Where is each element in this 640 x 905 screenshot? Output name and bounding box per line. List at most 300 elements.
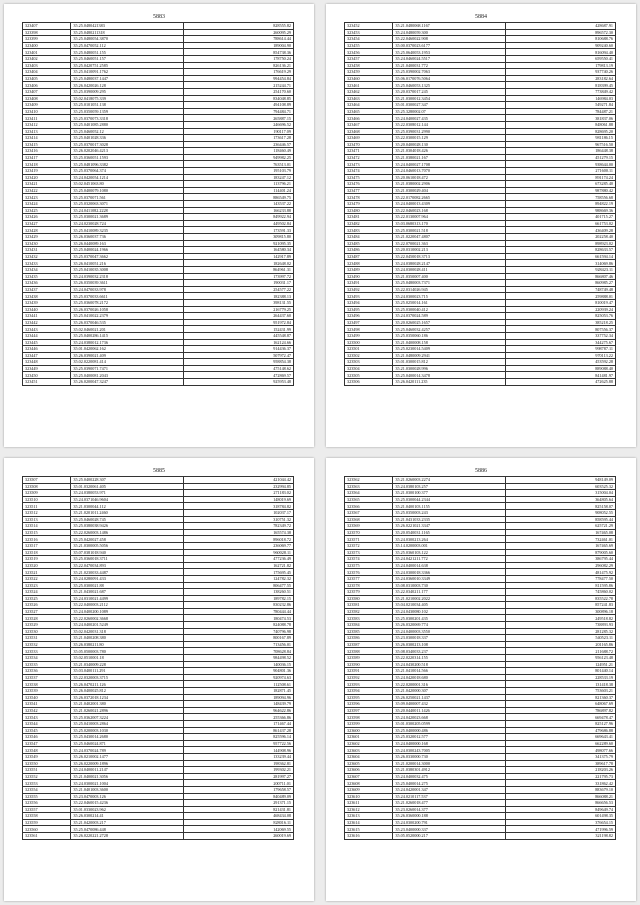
parcel-code-cell: 35.02.0220081.414 — [71, 359, 184, 366]
table-row — [23, 542, 294, 549]
table-row — [345, 372, 616, 379]
record-id-cell: 323576 — [345, 569, 393, 576]
parcel-code-cell: 35.24.0400011.2147 — [71, 767, 184, 774]
record-id-cell: 323458 — [345, 62, 393, 69]
table-row — [345, 523, 616, 530]
record-id-cell: 323412 — [23, 121, 71, 128]
parcel-code-cell: 35.06.0170076.5064 — [393, 75, 506, 82]
amount-cell: 784487.21 — [505, 108, 615, 115]
amount-cell: 849649.74 — [505, 806, 615, 813]
parcel-code-cell: 35.22.0130007.964 — [393, 214, 506, 221]
record-id-cell: 323600 — [345, 727, 393, 734]
parcel-code-cell: 35.02.0420031.318 — [71, 628, 184, 635]
amount-cell: 341375.79 — [505, 753, 615, 760]
amount-cell: 451279.15 — [505, 154, 615, 161]
record-id-cell: 323432 — [23, 253, 71, 260]
parcel-code-cell: 35.25.0460028.745 — [71, 516, 184, 523]
table-row — [23, 562, 294, 569]
table-row — [345, 332, 616, 339]
table-row — [23, 115, 294, 122]
page-number: 5883 — [153, 14, 165, 20]
parcel-code-cell: 35.24.0380028.2147 — [393, 260, 506, 267]
record-id-cell: 323416 — [23, 148, 71, 155]
table-row — [23, 247, 294, 254]
table-row — [345, 813, 616, 820]
parcel-code-cell: 35.24.0400200.1089 — [71, 608, 184, 615]
table-row — [345, 115, 616, 122]
parcel-code-cell: 35.25.0410035.3008 — [71, 266, 184, 273]
amount-cell: 740796.98 — [183, 628, 293, 635]
table-row — [345, 379, 616, 386]
amount-cell: 264437.60 — [183, 313, 293, 320]
amount-cell: 951972.84 — [183, 319, 293, 326]
record-id-cell: 323553 — [23, 780, 71, 787]
table-row — [23, 102, 294, 109]
table-row — [345, 227, 616, 234]
record-id-cell: 323526 — [23, 602, 71, 609]
parcel-code-cell: 35.22.0170082.2665 — [393, 194, 506, 201]
parcel-code-cell: 35.21.0402001.380 — [71, 701, 184, 708]
parcel-code-cell: 35.01.0420062.162 — [71, 346, 184, 353]
parcel-code-cell: 35.21.0400208.380 — [71, 635, 184, 642]
table-row — [23, 641, 294, 648]
record-id-cell: 323398 — [23, 29, 71, 36]
record-id-cell: 323459 — [345, 69, 393, 76]
record-id-cell: 323487 — [345, 253, 393, 260]
amount-cell: 601498.35 — [505, 813, 615, 820]
amount-cell: 866807.46 — [505, 273, 615, 280]
amount-cell: 142917.89 — [183, 253, 293, 260]
table-row — [23, 615, 294, 622]
table-row — [345, 595, 616, 602]
record-id-cell: 323473 — [345, 161, 393, 168]
amount-cell: 970113.22 — [505, 352, 615, 359]
record-id-cell: 323609 — [345, 786, 393, 793]
table-row — [345, 727, 616, 734]
table-row — [345, 496, 616, 503]
table-row — [23, 661, 294, 668]
parcel-code-cell: 35.26.0320069.774 — [393, 622, 506, 629]
record-id-cell: 323512 — [23, 509, 71, 516]
table-row — [23, 523, 294, 530]
table-row — [345, 575, 616, 582]
record-id-cell: 323597 — [345, 707, 393, 714]
amount-cell: 428687.91 — [505, 23, 615, 30]
data-table — [344, 22, 616, 386]
amount-cell: 794484.71 — [183, 108, 293, 115]
record-id-cell: 323444 — [23, 332, 71, 339]
table-row — [345, 701, 616, 708]
amount-cell: 866656.53 — [505, 800, 615, 807]
table-row — [23, 154, 294, 161]
parcel-code-cell: 35.25.0360103.122 — [393, 549, 506, 556]
record-id-cell: 323523 — [23, 582, 71, 589]
parcel-code-cell: 35.24.0370024.789 — [71, 747, 184, 754]
record-id-cell: 323421 — [23, 181, 71, 188]
amount-cell: 661753.02 — [505, 220, 615, 227]
parcel-code-cell: 35.09.0400007.432 — [393, 701, 506, 708]
record-id-cell: 323532 — [23, 641, 71, 648]
record-id-cell: 323478 — [345, 194, 393, 201]
document-page — [4, 4, 314, 447]
amount-cell: 173617.28 — [183, 135, 293, 142]
parcel-code-cell: 35.25.0390009.295 — [71, 88, 184, 95]
page-number: 5885 — [153, 468, 165, 474]
amount-cell: 669478.47 — [505, 714, 615, 721]
table-row — [23, 339, 294, 346]
amount-cell: 167465.08 — [505, 529, 615, 536]
data-table — [344, 476, 616, 840]
table-row — [345, 346, 616, 353]
record-id-cell: 323402 — [23, 55, 71, 62]
amount-cell: 811595.86 — [505, 582, 615, 589]
record-id-cell: 323539 — [23, 688, 71, 695]
record-id-cell: 323517 — [23, 542, 71, 549]
table-row — [345, 681, 616, 688]
record-id-cell: 323492 — [345, 286, 393, 293]
record-id-cell: 323540 — [23, 694, 71, 701]
amount-cell: 738893.93 — [505, 622, 615, 629]
amount-cell: 113796.21 — [183, 181, 293, 188]
parcel-code-cell: 35.25.0350060.186 — [393, 332, 506, 339]
amount-cell: 806477.55 — [183, 582, 293, 589]
table-row — [23, 509, 294, 516]
table-row — [345, 273, 616, 280]
record-id-cell: 323449 — [23, 365, 71, 372]
amount-cell: 171467.44 — [183, 720, 293, 727]
amount-cell: 889088.40 — [505, 365, 615, 372]
record-id-cell: 323465 — [345, 108, 393, 115]
parcel-code-cell: 35.24.0371046.9604 — [71, 496, 184, 503]
amount-cell: 148439.79 — [183, 701, 293, 708]
table-row — [23, 529, 294, 536]
parcel-code-cell: 35.21.0300029.404 — [393, 187, 506, 194]
parcel-code-cell: 35.22.0700021.363 — [393, 240, 506, 247]
parcel-code-cell: 35.25.0401085.2880 — [71, 121, 184, 128]
record-id-cell: 323591 — [345, 668, 393, 675]
record-id-cell: 323403 — [23, 62, 71, 69]
record-id-cell: 323499 — [345, 332, 393, 339]
record-id-cell: 323535 — [23, 661, 71, 668]
table-row — [23, 82, 294, 89]
amount-cell: 821360.37 — [505, 694, 615, 701]
amount-cell: 938644.00 — [505, 161, 615, 168]
table-row — [23, 88, 294, 95]
table-row — [23, 326, 294, 333]
record-id-cell: 323544 — [23, 720, 71, 727]
parcel-code-cell: 35.24.0400000.168 — [393, 740, 506, 747]
parcel-code-cell: 35.25.0390002.7063 — [393, 69, 506, 76]
amount-cell: 291371.15 — [183, 800, 293, 807]
parcel-code-cell: 35.21.0260018.477 — [393, 800, 506, 807]
table-row — [23, 280, 294, 287]
record-id-cell: 323467 — [345, 121, 393, 128]
table-row — [345, 556, 616, 563]
record-id-cell: 323515 — [23, 529, 71, 536]
table-row — [23, 365, 294, 372]
table-row — [345, 201, 616, 208]
amount-cell: 896018.72 — [183, 536, 293, 543]
amount-cell: 778477.50 — [505, 575, 615, 582]
table-row — [345, 128, 616, 135]
record-id-cell: 323429 — [23, 234, 71, 241]
parcel-code-cell: 35.22.0340211.177 — [393, 589, 506, 596]
table-row — [345, 69, 616, 76]
table-row — [345, 826, 616, 833]
parcel-code-cell: 35.22.0400003.2112 — [71, 602, 184, 609]
parcel-code-cell: 35.25.0390071.7471 — [71, 365, 184, 372]
amount-cell: 216779.25 — [183, 306, 293, 313]
amount-cell: 112508.61 — [183, 681, 293, 688]
record-id-cell: 323604 — [345, 753, 393, 760]
record-id-cell: 323506 — [345, 379, 393, 386]
amount-cell: 603525.32 — [505, 483, 615, 490]
record-id-cell: 323476 — [345, 181, 393, 188]
record-id-cell: 323503 — [345, 359, 393, 366]
parcel-code-cell: 35.25.0480054.3870 — [71, 36, 184, 43]
amount-cell: 967516.50 — [505, 141, 615, 148]
record-id-cell: 323438 — [23, 293, 71, 300]
record-id-cell: 323493 — [345, 293, 393, 300]
amount-cell: 891174.24 — [505, 174, 615, 181]
amount-cell: 475148.62 — [183, 365, 293, 372]
record-id-cell: 323542 — [23, 707, 71, 714]
record-id-cell: 323587 — [345, 641, 393, 648]
table-row — [345, 562, 616, 569]
amount-cell: 165574.38 — [183, 529, 293, 536]
record-id-cell: 323454 — [345, 36, 393, 43]
table-row — [23, 359, 294, 366]
record-id-cell: 323464 — [345, 102, 393, 109]
parcel-code-cell: 35.24.0280091.433 — [71, 575, 184, 582]
parcel-code-cell: 35.01.0300205.0599 — [393, 720, 506, 727]
parcel-code-cell: 35.25.0300021.88 — [71, 582, 184, 589]
amount-cell: 800167.89 — [183, 635, 293, 642]
amount-cell: 140036.15 — [183, 661, 293, 668]
table-row — [23, 220, 294, 227]
table-row — [23, 253, 294, 260]
parcel-code-cell: 35.24.0400201.5249 — [71, 622, 184, 629]
record-id-cell: 323564 — [345, 490, 393, 497]
amount-cell: 315004.04 — [505, 490, 615, 497]
record-id-cell: 323425 — [23, 207, 71, 214]
table-row — [345, 589, 616, 596]
amount-cell: 920974.63 — [183, 674, 293, 681]
amount-cell: 825053.76 — [505, 313, 615, 320]
parcel-code-cell: 35.24.0400013.4309 — [393, 201, 506, 208]
table-row — [345, 773, 616, 780]
amount-cell: 318784.82 — [183, 503, 293, 510]
amount-cell: 118460.49 — [183, 148, 293, 155]
table-row — [345, 313, 616, 320]
record-id-cell: 323521 — [23, 569, 71, 576]
table-row — [23, 332, 294, 339]
parcel-code-cell: 35.26.0220221.2728 — [71, 833, 184, 840]
table-row — [345, 359, 616, 366]
table-row — [23, 168, 294, 175]
amount-cell: 879005.60 — [505, 549, 615, 556]
table-row — [23, 319, 294, 326]
table-row — [23, 181, 294, 188]
record-id-cell: 323563 — [345, 483, 393, 490]
parcel-code-cell: 35.25.0370047.3662 — [71, 253, 184, 260]
table-row — [23, 23, 294, 30]
amount-cell: 421044.42 — [183, 477, 293, 484]
amount-cell: 860985.27 — [505, 280, 615, 287]
record-id-cell: 323570 — [345, 529, 393, 536]
record-id-cell: 323559 — [23, 819, 71, 826]
amount-cell: 164580.34 — [183, 247, 293, 254]
amount-cell: 984498.52 — [183, 655, 293, 662]
amount-cell: 436409.28 — [505, 227, 615, 234]
table-row — [23, 42, 294, 49]
record-id-cell: 323498 — [345, 326, 393, 333]
record-id-cell: 323524 — [23, 589, 71, 596]
table-row — [345, 806, 616, 813]
parcel-code-cell: 35.23.0300018.337 — [393, 635, 506, 642]
parcel-code-cell: 35.25.0430014.2680 — [71, 734, 184, 741]
record-id-cell: 323428 — [23, 227, 71, 234]
table-row — [23, 75, 294, 82]
table-row — [23, 201, 294, 208]
record-id-cell: 323586 — [345, 635, 393, 642]
record-id-cell: 323537 — [23, 674, 71, 681]
record-id-cell: 323557 — [23, 806, 71, 813]
table-row — [23, 352, 294, 359]
record-id-cell: 323424 — [23, 201, 71, 208]
table-row — [345, 747, 616, 754]
amount-cell: 828555.82 — [183, 23, 293, 30]
document-page — [326, 458, 636, 901]
record-id-cell: 323527 — [23, 608, 71, 615]
parcel-code-cell: 35.02.0460021.201 — [71, 326, 184, 333]
parcel-code-cell: 35.25.0400079.1080 — [71, 187, 184, 194]
table-row — [23, 780, 294, 787]
record-id-cell: 323489 — [345, 266, 393, 273]
record-id-cell: 323409 — [23, 102, 71, 109]
parcel-code-cell: 35.21.0400031.772 — [393, 62, 506, 69]
amount-cell: 310751.32 — [183, 516, 293, 523]
parcel-code-cell: 35.24.0300028.411 — [393, 266, 506, 273]
record-id-cell: 323543 — [23, 714, 71, 721]
table-row — [23, 313, 294, 320]
record-id-cell: 323569 — [345, 523, 393, 530]
parcel-code-cell: 35.22.0450018.3713 — [393, 253, 506, 260]
table-row — [23, 187, 294, 194]
amount-cell: 810019.47 — [505, 299, 615, 306]
parcel-code-cell: 35.01.0300027.347 — [393, 102, 506, 109]
record-id-cell: 323582 — [345, 608, 393, 615]
table-row — [23, 299, 294, 306]
table-row — [345, 786, 616, 793]
parcel-code-cell: 35.25.0640053.1953 — [393, 49, 506, 56]
amount-cell: 260095.29 — [183, 29, 293, 36]
page-number: 5884 — [475, 14, 487, 20]
parcel-code-cell: 35.20.0610018.472 — [393, 174, 506, 181]
parcel-code-cell: 35.26.0470211.126 — [71, 681, 184, 688]
table-row — [23, 740, 294, 747]
table-row — [345, 194, 616, 201]
table-row — [23, 760, 294, 767]
table-row — [345, 608, 616, 615]
parcel-code-cell: 35.22.0460015.4236 — [71, 800, 184, 807]
table-row — [23, 174, 294, 181]
table-row — [23, 62, 294, 69]
table-row — [345, 240, 616, 247]
amount-cell: 786897.82 — [505, 707, 615, 714]
amount-cell: 337752.34 — [505, 332, 615, 339]
amount-cell: 981186.15 — [505, 135, 615, 142]
record-id-cell: 323534 — [23, 655, 71, 662]
table-row — [345, 490, 616, 497]
table-row — [345, 740, 616, 747]
record-id-cell: 323584 — [345, 622, 393, 629]
record-id-cell: 323525 — [23, 595, 71, 602]
record-id-cell: 323419 — [23, 168, 71, 175]
table-row — [23, 714, 294, 721]
table-row — [23, 813, 294, 820]
amount-cell: 236069.77 — [183, 542, 293, 549]
record-id-cell: 323436 — [23, 280, 71, 287]
amount-cell: 758556.68 — [505, 194, 615, 201]
record-id-cell: 323477 — [345, 187, 393, 194]
amount-cell: 114401.24 — [183, 187, 293, 194]
table-row — [345, 161, 616, 168]
table-row — [345, 635, 616, 642]
document-page — [4, 458, 314, 901]
amount-cell: 662289.60 — [505, 740, 615, 747]
table-row — [345, 187, 616, 194]
parcel-code-cell: 35.26.0420026.128 — [71, 82, 184, 89]
table-row — [23, 286, 294, 293]
table-row — [23, 773, 294, 780]
amount-cell: 189094.96 — [183, 694, 293, 701]
record-id-cell: 323461 — [345, 82, 393, 89]
amount-cell: 148019.69 — [183, 496, 293, 503]
table-row — [23, 674, 294, 681]
amount-cell: 818399.45 — [505, 82, 615, 89]
record-id-cell: 323418 — [23, 161, 71, 168]
record-id-cell: 323560 — [23, 826, 71, 833]
amount-cell: 179813.19 — [505, 62, 615, 69]
parcel-code-cell: 35.25.0300021.518 — [393, 227, 506, 234]
amount-cell: 138260.51 — [183, 589, 293, 596]
record-id-cell: 323504 — [345, 365, 393, 372]
amount-cell: 896572.30 — [505, 29, 615, 36]
table-row — [345, 102, 616, 109]
parcel-code-cell: 35.26.0350039.3611 — [71, 280, 184, 287]
parcel-code-cell: 35.23.0260014.377 — [393, 806, 506, 813]
amount-cell: 849922.94 — [183, 214, 293, 221]
record-id-cell: 323443 — [23, 326, 71, 333]
parcel-code-cell: 35.07.0381018.940 — [71, 549, 184, 556]
amount-cell: 232994.85 — [183, 483, 293, 490]
parcel-code-cell: 35.24.0370024.589 — [393, 313, 506, 320]
amount-cell: 468434.08 — [183, 813, 293, 820]
parcel-code-cell: 35.23.0400000.337 — [393, 826, 506, 833]
record-id-cell: 323538 — [23, 681, 71, 688]
table-row — [23, 240, 294, 247]
table-row — [23, 293, 294, 300]
table-row — [23, 707, 294, 714]
table-row — [345, 720, 616, 727]
parcel-code-cell: 35.20.0370017.245 — [393, 88, 506, 95]
table-row — [23, 681, 294, 688]
record-id-cell: 323594 — [345, 688, 393, 695]
amount-cell: 648067.69 — [505, 701, 615, 708]
parcel-code-cell: 35.25.0250014.161 — [393, 299, 506, 306]
amount-cell: 661594.14 — [505, 253, 615, 260]
